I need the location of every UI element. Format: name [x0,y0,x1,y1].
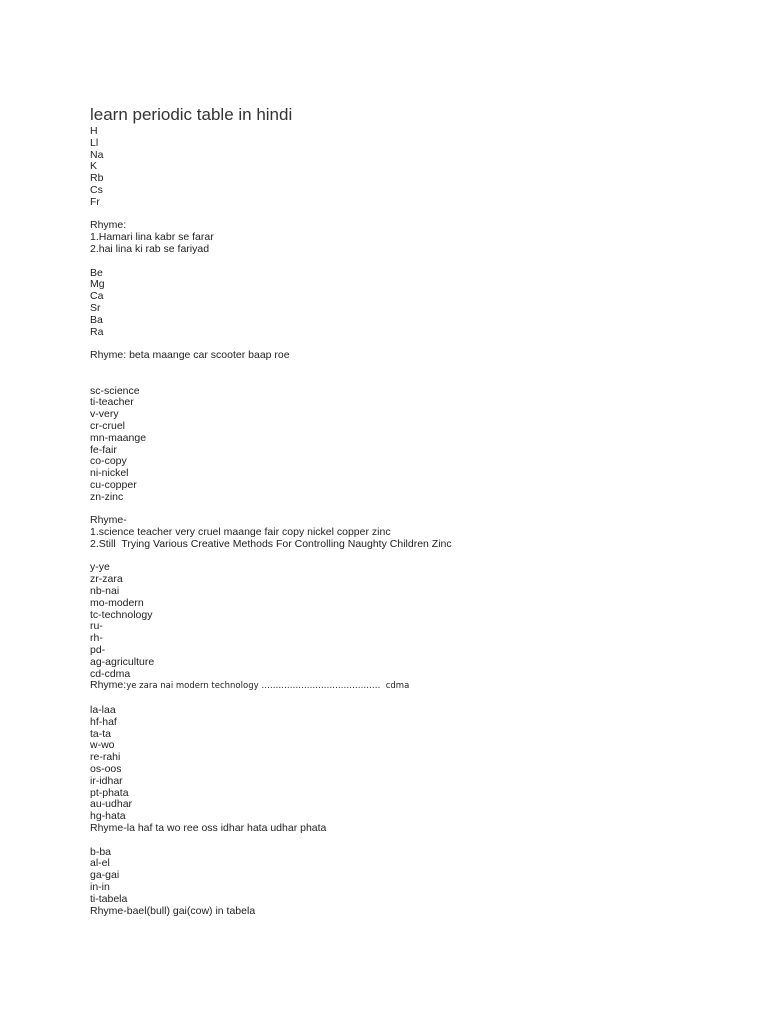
element-line: Fr [90,195,100,208]
element-line: Na [90,148,104,161]
element-line: Cs [90,183,103,196]
group5-element-list [90,705,730,823]
element-line: v-very [90,408,119,421]
element-line: K [90,160,98,173]
element-line: hg-hata [90,810,126,823]
element-line: tc-technology [90,608,153,621]
element-line: au-udhar [90,798,133,811]
group4-element-list [90,562,730,680]
element-line: ru- [90,620,103,633]
spacer [90,693,730,705]
spacer [90,256,730,268]
element-line: re-rahi [90,751,121,764]
rhyme-line: Rhyme-la haf ta wo ree oss idhar hata udhar phata [90,822,327,835]
element-line: b-ba [90,845,112,858]
element-line: os-oos [90,763,122,776]
element-line: H [90,125,98,137]
element-line: zr-zara [90,573,123,586]
element-line: Ll [90,136,99,149]
group3-element-list [90,386,730,504]
element-line: Rb [90,172,104,185]
element-line: ti-teacher [90,396,134,409]
rhyme-line: 2.hai lina ki rab se fariyad [90,242,210,255]
element-line: zn-zinc [90,490,124,503]
rhyme-line: 2.Still Trying Various Creative Methods For Controlling Naughty Children Zinc [90,537,452,550]
group2-element-list [90,268,730,339]
spacer [90,362,730,386]
element-line: sc-science [90,384,140,397]
rhyme-line: 1.science teacher very cruel maange fair copy nickel copper zinc [90,526,391,539]
element-line: cr-cruel [90,419,126,432]
group1-element-list [90,126,730,209]
element-line: Ra [90,325,104,338]
group6-element-list [90,847,730,906]
element-line: fe-fair [90,443,117,456]
spacer [90,209,730,221]
element-line: mn-maange [90,431,147,444]
element-line: ni-nickel [90,467,129,480]
element-line: ta-ta [90,727,112,740]
rhyme-label: Rhyme: [90,219,127,232]
rhyme-line: 1.Hamari lina kabr se farar [90,231,214,244]
element-line: in-in [90,881,110,893]
rhyme-label: Rhyme- [90,514,127,527]
spacer [90,504,730,516]
element-line: Sr [90,301,101,314]
element-line: al-el [90,857,110,870]
document-page [90,104,730,917]
element-line: ti-tabela [90,892,128,905]
rhyme-line [90,680,730,693]
element-line: Be [90,266,103,279]
page-title: learn periodic table in hindi [90,105,293,124]
element-line: pt-phata [90,786,129,799]
element-line: rh- [90,632,103,645]
element-line: Ca [90,290,104,303]
rhyme-line: Rhyme: beta maange car scooter baap roe [90,349,290,362]
element-line: ir-idhar [90,774,123,787]
element-line: hf-haf [90,715,117,728]
rhyme-text: ye zara nai modern technology …………………………………… cdma [126,681,410,692]
element-line: nb-nai [90,585,120,598]
element-line: Ba [90,313,103,326]
element-line: w-wo [90,739,115,752]
rhyme-line: Rhyme-bael(bull) gai(cow) in tabela [90,904,256,917]
element-line: cu-copper [90,478,137,491]
element-line: ag-agriculture [90,655,155,668]
element-line: cd-cdma [90,667,131,680]
element-line: Mg [90,278,105,291]
rhyme-prefix: Rhyme: [90,679,127,692]
element-line: ga-gai [90,869,120,882]
element-line: pd- [90,644,106,657]
element-line: co-copy [90,455,127,468]
element-line: la-laa [90,704,116,717]
spacer [90,551,730,563]
spacer [90,835,730,847]
element-line: y-ye [90,561,110,574]
element-line: mo-modern [90,596,144,609]
